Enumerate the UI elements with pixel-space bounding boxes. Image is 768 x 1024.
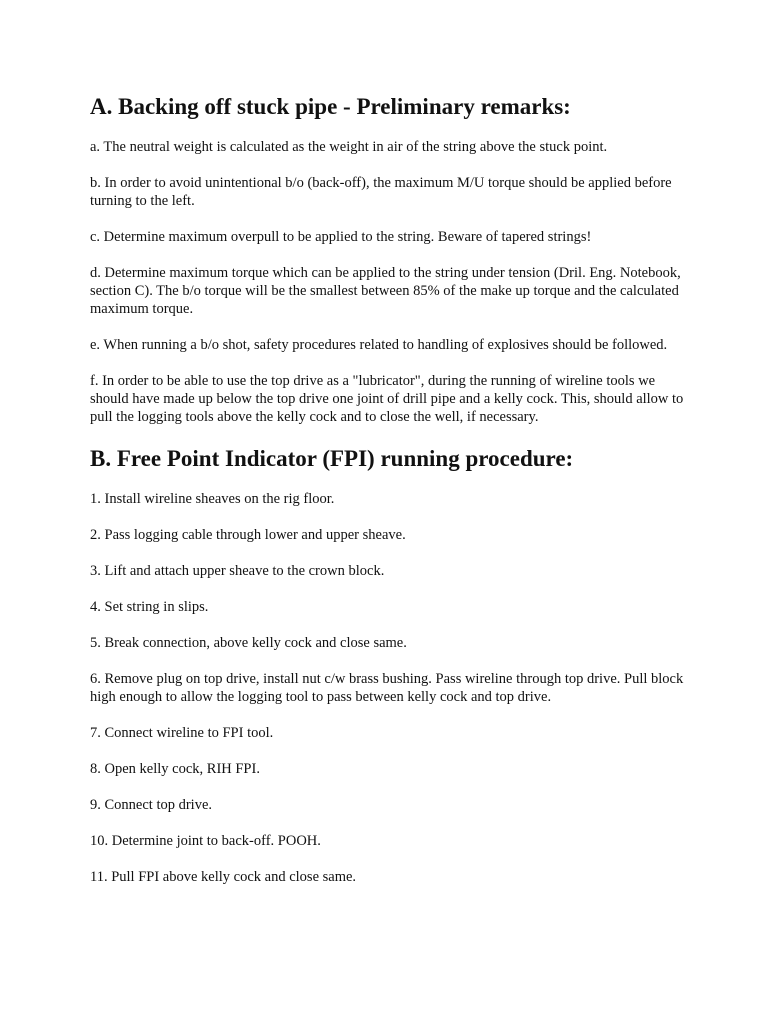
step-5: 5. Break connection, above kelly cock and close same.: [90, 635, 407, 651]
remark-a: a. The neutral weight is calculated as the weight in air of the string above the stuck point.: [90, 139, 608, 155]
step-4: 4. Set string in slips.: [90, 599, 209, 615]
step-11: 11. Pull FPI above kelly cock and close same.: [90, 869, 357, 885]
remark-c: c. Determine maximum overpull to be applied to the string. Beware of tapered strings!: [90, 229, 592, 245]
remark-f: f. In order to be able to use the top drive as a "lubricator", during the running of wireline tools we should have made up below the top drive one joint of drill pipe and a kelly cock. This, should allow to pull the logging tools above the kelly cock and to close the well, if necessary.: [90, 373, 684, 425]
remark-d: d. Determine maximum torque which can be applied to the string under tension (Dril. Eng. Notebook, section C). The b/o torque will be the smallest between 85% of the make up torque and the calculated maximum torque.: [90, 265, 681, 317]
step-7: 7. Connect wireline to FPI tool.: [90, 725, 274, 741]
section-b-heading: B. Free Point Indicator (FPI) running procedure:: [90, 446, 574, 471]
section-a-heading: A. Backing off stuck pipe - Preliminary remarks:: [90, 94, 571, 119]
step-8: 8. Open kelly cock, RIH FPI.: [90, 761, 260, 777]
step-10: 10. Determine joint to back-off. POOH.: [90, 833, 321, 849]
remark-b: b. In order to avoid unintentional b/o (back-off), the maximum M/U torque should be applied before turning to the left.: [90, 175, 672, 209]
remark-e: e. When running a b/o shot, safety procedures related to handling of explosives should be followed.: [90, 337, 668, 353]
step-3: 3. Lift and attach upper sheave to the crown block.: [90, 563, 385, 579]
step-6: 6. Remove plug on top drive, install nut c/w brass bushing. Pass wireline through top drive. Pull block high enough to allow the logging tool to pass between kelly cock and top drive.: [90, 671, 684, 705]
step-9: 9. Connect top drive.: [90, 797, 213, 813]
step-1: 1. Install wireline sheaves on the rig floor.: [90, 491, 335, 507]
step-2: 2. Pass logging cable through lower and upper sheave.: [90, 527, 406, 543]
